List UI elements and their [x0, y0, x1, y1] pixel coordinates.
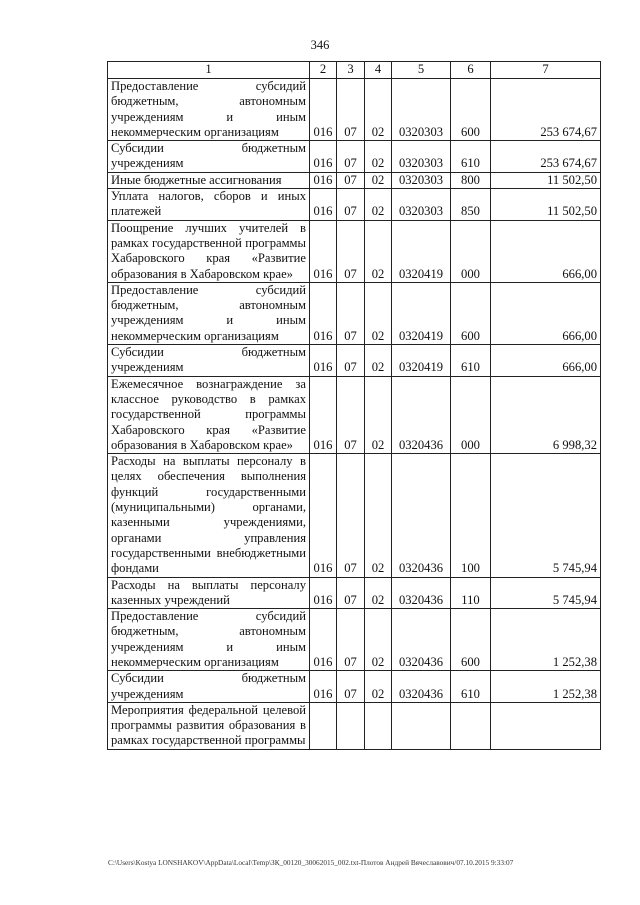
table-row: [108, 141, 601, 173]
table-row: [108, 376, 601, 453]
column-header: 4: [365, 62, 392, 79]
row-c6: 850: [451, 189, 491, 221]
table-row: [108, 79, 601, 141]
table-row: [108, 454, 601, 577]
row-c2: 016: [310, 671, 337, 703]
row-c5: [392, 702, 451, 749]
row-c5: 0320419: [392, 282, 451, 344]
row-c4: 02: [365, 220, 392, 282]
row-c4: 02: [365, 141, 392, 173]
table-row: [108, 345, 601, 377]
row-c6: 000: [451, 376, 491, 453]
column-header: 7: [491, 62, 601, 79]
row-c7: 666,00: [491, 220, 601, 282]
row-c5: 0320303: [392, 141, 451, 173]
row-description: Предоставление субсидий бюджетным, автономным учреждениям и иным некоммерческим организациям: [108, 79, 310, 141]
row-c3: 07: [337, 172, 365, 188]
row-c7: 5 745,94: [491, 577, 601, 609]
row-c3: 07: [337, 220, 365, 282]
row-c2: 016: [310, 189, 337, 221]
row-c7: 5 745,94: [491, 454, 601, 577]
row-c5: 0320436: [392, 454, 451, 577]
row-c6: 600: [451, 79, 491, 141]
row-c2: [310, 702, 337, 749]
table-row: [108, 702, 601, 749]
row-c6: 110: [451, 577, 491, 609]
row-c3: 07: [337, 454, 365, 577]
row-c7: 1 252,38: [491, 609, 601, 671]
row-c5: 0320419: [392, 220, 451, 282]
row-c3: 07: [337, 141, 365, 173]
row-c2: 016: [310, 376, 337, 453]
row-c5: 0320303: [392, 79, 451, 141]
row-c3: [337, 702, 365, 749]
row-c6: 610: [451, 671, 491, 703]
row-c2: 016: [310, 220, 337, 282]
row-c6: 800: [451, 172, 491, 188]
row-c5: 0320419: [392, 345, 451, 377]
row-c6: 600: [451, 282, 491, 344]
row-description: Уплата налогов, сборов и иных платежей: [108, 189, 310, 221]
row-c5: 0320303: [392, 172, 451, 188]
row-c4: 02: [365, 609, 392, 671]
table-row: [108, 220, 601, 282]
row-description: Субсидии бюджетным учреждениям: [108, 141, 310, 173]
row-c4: 02: [365, 671, 392, 703]
row-description: Поощрение лучших учителей в рамках государственной программы Хабаровского края «Развитие образования в Хабаровском крае»: [108, 220, 310, 282]
row-c2: 016: [310, 141, 337, 173]
row-c3: 07: [337, 282, 365, 344]
row-c3: 07: [337, 671, 365, 703]
row-c2: 016: [310, 172, 337, 188]
column-header: 2: [310, 62, 337, 79]
row-c2: 016: [310, 454, 337, 577]
file-path-footer: C:\Users\Kostya LONSHAKOV\AppData\Local\Temp\ЗК_00120_30062015_002.txt-Плотов Андрей Вячеславович/07.10.2015 9:33:07: [108, 858, 514, 867]
row-c7: 253 674,67: [491, 79, 601, 141]
row-c6: 600: [451, 609, 491, 671]
row-description: Ежемесячное вознаграждение за классное руководство в рамках государственной программы Хабаровского края «Развитие образования в Хабаровском крае»: [108, 376, 310, 453]
row-c2: 016: [310, 345, 337, 377]
row-c7: [491, 702, 601, 749]
column-header: 1: [108, 62, 310, 79]
column-header: 6: [451, 62, 491, 79]
row-c7: 666,00: [491, 345, 601, 377]
row-c5: 0320436: [392, 671, 451, 703]
row-c5: 0320303: [392, 189, 451, 221]
row-c2: 016: [310, 79, 337, 141]
row-c6: 100: [451, 454, 491, 577]
row-description: Субсидии бюджетным учреждениям: [108, 345, 310, 377]
row-c6: 000: [451, 220, 491, 282]
row-c7: 11 502,50: [491, 189, 601, 221]
row-c4: 02: [365, 376, 392, 453]
row-c7: 6 998,32: [491, 376, 601, 453]
page-number: 346: [310, 38, 330, 52]
row-c2: 016: [310, 577, 337, 609]
row-c4: [365, 702, 392, 749]
row-c7: 1 252,38: [491, 671, 601, 703]
row-c4: 02: [365, 79, 392, 141]
row-c4: 02: [365, 189, 392, 221]
row-description: Мероприятия федеральной целевой программы развития образования в рамках государственной программы: [108, 702, 310, 749]
row-description: Иные бюджетные ассигнования: [108, 172, 310, 188]
row-c3: 07: [337, 609, 365, 671]
row-c3: 07: [337, 376, 365, 453]
row-c7: 666,00: [491, 282, 601, 344]
header-row: [108, 62, 601, 79]
row-c6: 610: [451, 141, 491, 173]
row-c4: 02: [365, 345, 392, 377]
row-c6: 610: [451, 345, 491, 377]
row-c3: 07: [337, 189, 365, 221]
row-c2: 016: [310, 609, 337, 671]
row-c4: 02: [365, 282, 392, 344]
row-c5: 0320436: [392, 376, 451, 453]
row-description: Предоставление субсидий бюджетным, автономным учреждениям и иным некоммерческим организациям: [108, 282, 310, 344]
column-header: 3: [337, 62, 365, 79]
row-c5: 0320436: [392, 609, 451, 671]
table-row: [108, 282, 601, 344]
row-c4: 02: [365, 454, 392, 577]
row-c4: 02: [365, 172, 392, 188]
table-row: [108, 671, 601, 703]
row-description: Субсидии бюджетным учреждениям: [108, 671, 310, 703]
row-c3: 07: [337, 79, 365, 141]
table-row: [108, 189, 601, 221]
row-description: Предоставление субсидий бюджетным, автономным учреждениям и иным некоммерческим организациям: [108, 609, 310, 671]
row-c6: [451, 702, 491, 749]
column-header: 5: [392, 62, 451, 79]
row-c3: 07: [337, 345, 365, 377]
row-c5: 0320436: [392, 577, 451, 609]
row-c4: 02: [365, 577, 392, 609]
table-row: [108, 172, 601, 188]
row-description: Расходы на выплаты персоналу казенных учреждений: [108, 577, 310, 609]
row-c2: 016: [310, 282, 337, 344]
budget-table: [107, 61, 601, 750]
row-description: Расходы на выплаты персоналу в целях обеспечения выполнения функций государственными (муниципальными) органами, казенными учреждениями, органами управления государственными внебюджетными фондами: [108, 454, 310, 577]
row-c7: 253 674,67: [491, 141, 601, 173]
row-c7: 11 502,50: [491, 172, 601, 188]
table-row: [108, 577, 601, 609]
table-row: [108, 609, 601, 671]
row-c3: 07: [337, 577, 365, 609]
